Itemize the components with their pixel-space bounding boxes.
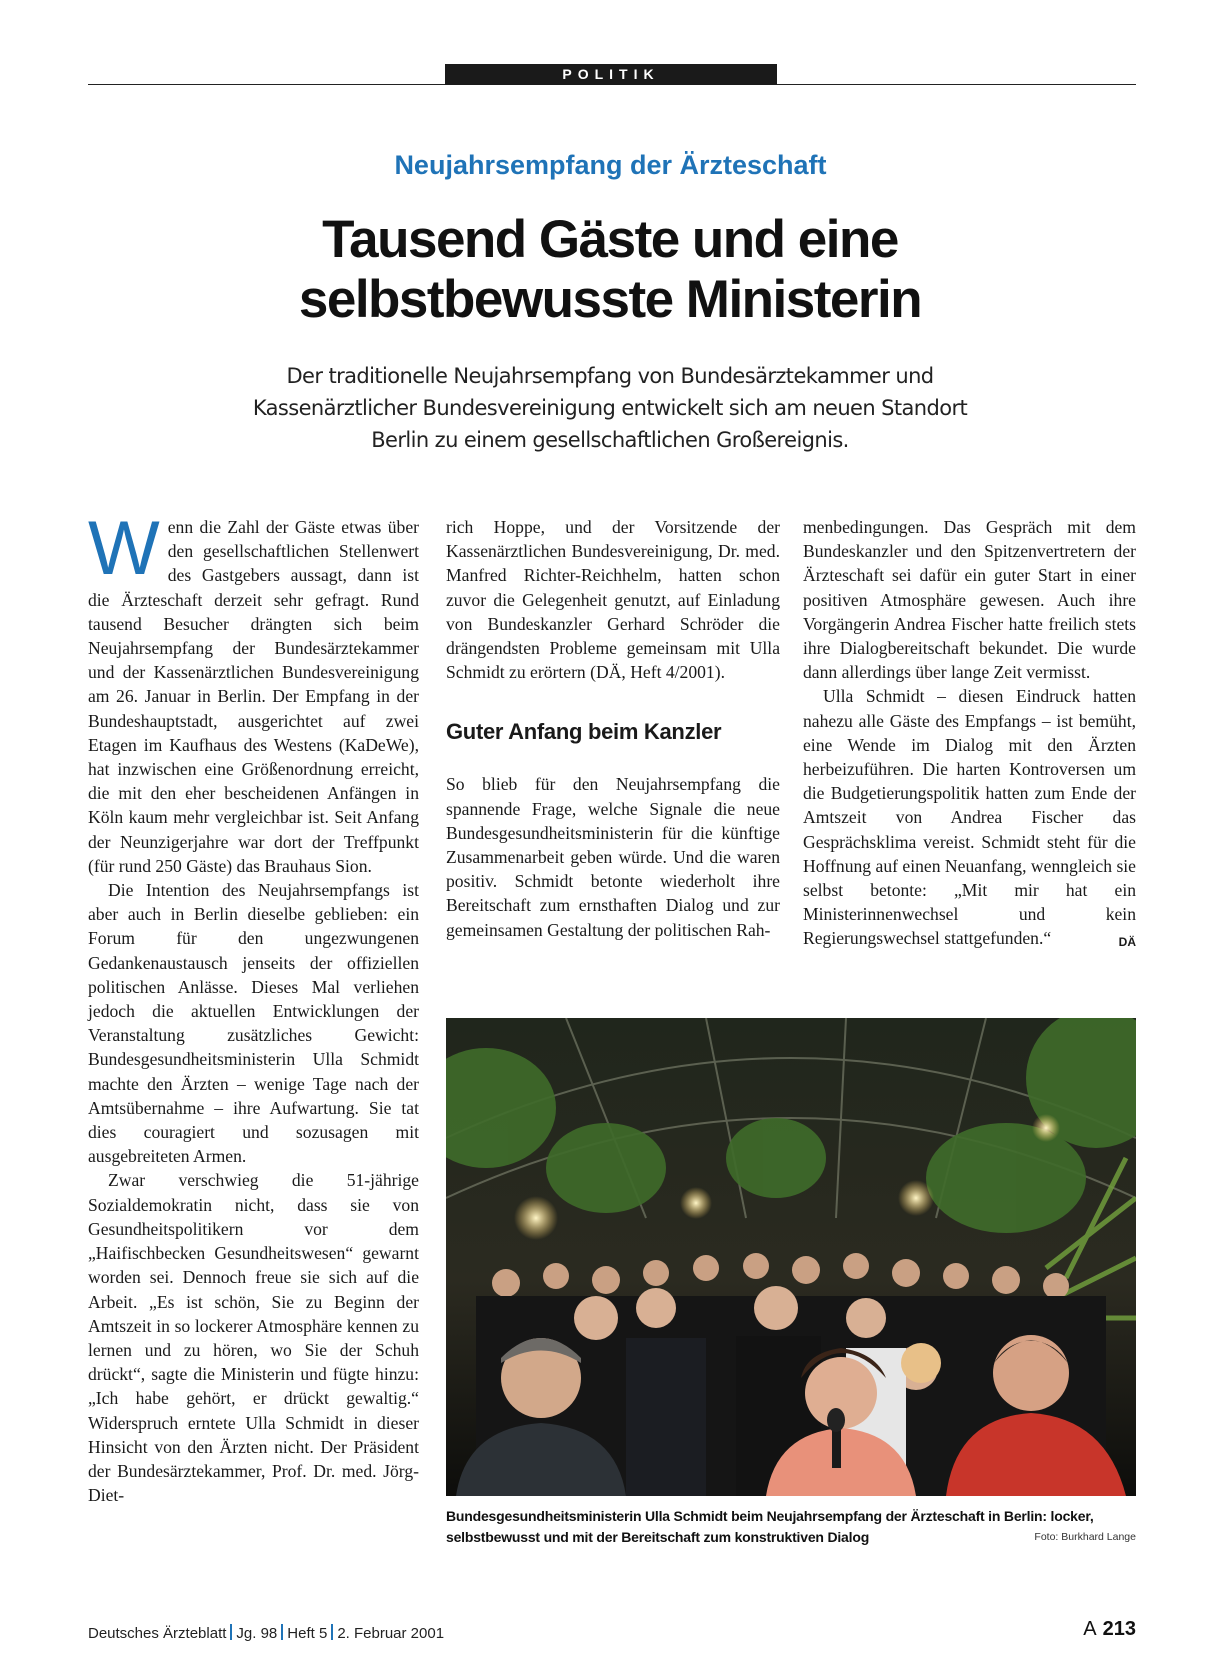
- article-column-2: [446, 515, 780, 942]
- page-number-value: 213: [1102, 1618, 1136, 1640]
- paragraph-2: Die Intention des Neujahrsempfangs ist aber auch in Berlin dieselbe geblieben: ein Forum für den ungezwungenen Gedankenaustausch jenseits der offiziellen politischen Anlässe. Dieses Mal verliehen jedoch die aktuellen Entwicklungen der Veranstaltung zusätzliches Gewicht: Bundesgesundheitsministerin Ulla Schmidt machte den Ärzten – wenige Tage nach der Amtsübernahme – ihre Aufwartung. Sie tat dies couragiert und sozusagen mit ausgebreiteten Armen.: [88, 880, 419, 1167]
- footer-separator: [331, 1624, 333, 1640]
- photo-illustration: [446, 1018, 1136, 1496]
- paragraph-1-text: enn die Zahl der Gäste etwas über den gesellschaftlichen Stellenwert des Gastgebers aussagt, dann ist die Ärzteschaft derzeit sehr gefragt. Rund tausend Besucher drängten sich beim Neujahrsempfang der Bundesärztekammer und der Kassenärztlichen Bundesvereinigung am 26. Januar in Berlin. Der Empfang in der Bundeshauptstadt, ausgerichtet auf zwei Etagen im Kaufhaus des Westens (KaDeWe), hat inzwischen eine Größenordnung erreicht, die mit den eher bescheidenen Anfängen in Köln kaum mehr vergleichbar ist. Seit Anfang der Neunzigerjahre war dort der Treffpunkt (für rund 250 Gäste) das Brauhaus Sion.: [88, 517, 419, 876]
- paragraph-7: [803, 684, 1136, 950]
- paragraph-4: rich Hoppe, und der Vorsitzende der Kassenärztlichen Bundesvereinigung, Dr. med. Manfred Richter-Reichhelm, hatten schon zuvor die Gelegenheit genutzt, auf Einladung von Bundeskanzler Gerhard Schröder die drängendsten Probleme gemeinsam mit Ulla Schmidt zu erörtern (DÄ, Heft 4/2001).: [446, 517, 780, 683]
- kicker: Neujahrsempfang der Ärzteschaft: [394, 150, 827, 180]
- headline-line-1: Tausend Gäste und eine: [322, 210, 898, 269]
- dropcap: W: [88, 506, 160, 591]
- headline: [160, 210, 1060, 330]
- paragraph-3: Zwar verschwieg die 51-jährige Sozialdemokratin nicht, dass sie von Gesundheitspolitikern vor dem „Haifischbecken Gesundheitswesen“ gewarnt worden sei. Dennoch freue sie sich auf die Arbeit. „Es ist schön, Sie zu Beginn der Amtszeit in so lockerer Atmosphäre kennen zu lernen und zu hören, wo Sie der Schuh drückt“, sagte die Ministerin und fügte hinzu: „Ich habe gehört, er drückt gewaltig.“ Widerspruch erntete Ulla Schmidt in dieser Hinsicht von den Ärzten nicht. Der Präsident der Bundesärztekammer, Prof. Dr. med. Jörg-Diet-: [88, 1170, 419, 1506]
- paragraph-1: [88, 506, 419, 878]
- section-label: POLITIK: [445, 64, 777, 85]
- headline-line-2: selbstbewusste Ministerin: [298, 270, 922, 329]
- page-number: [1083, 1618, 1136, 1641]
- subheading: Guter Anfang beim Kanzler: [446, 719, 722, 745]
- author-signature: DÄ: [1118, 935, 1136, 950]
- dek: Der traditionelle Neujahrsempfang von Bundesärztekammer und Kassenärztlicher Bundesvereinigung entwickelt sich am neuen Standort Berlin zu einem gesellschaftlichen Großereignis.: [252, 364, 968, 452]
- issue: Heft 5: [287, 1625, 328, 1642]
- publication-name: Deutsches Ärzteblatt: [88, 1625, 227, 1642]
- photo-credit: Foto: Burkhard Lange: [1034, 1531, 1136, 1543]
- footer: [88, 1624, 444, 1642]
- article-column-1: [88, 506, 419, 1507]
- event-photo: [446, 1018, 1136, 1496]
- article-column-3: [803, 515, 1136, 955]
- paragraph-5: So blieb für den Neujahrsempfang die spannende Frage, welche Signale die neue Bundesgesundheitsministerin für die künftige Zusammenarbeit geben würde. Und die waren positiv. Schmidt betonte wiederholt ihre Bereitschaft zum ernsthaften Dialog und zur gemeinsamen Gestaltung der politischen Rah-: [446, 774, 780, 940]
- footer-separator: [230, 1624, 232, 1640]
- volume: Jg. 98: [236, 1625, 278, 1642]
- paragraph-7-text: Ulla Schmidt – diesen Eindruck hatten nahezu alle Gäste des Empfangs – ist bemüht, eine Wende im Dialog mit den Ärzten herbeizuführen. Die harten Kontroversen um die Budgetierungspolitik hatten zum Ende der Amtszeit von Andrea Fischer das Gesprächsklima vereist. Schmidt steht für die Hoffnung auf einen Neuanfang, wenngleich sie selbst betonte: „Mit mir hat ein Ministerinnenwechsel und kein Regierungswechsel stattgefunden.“: [803, 686, 1136, 949]
- footer-separator: [281, 1624, 283, 1640]
- paragraph-6: menbedingungen. Das Gespräch mit dem Bundeskanzler und den Spitzenvertretern der Ärzteschaft sei dafür ein guter Start in einer positiven Atmosphäre gewesen. Auch ihre Vorgängerin Andrea Fischer hatte freilich stets ihre Dialogbereitschaft bekundet. Die wurde dann allerdings über lange Zeit vermisst.: [803, 517, 1136, 683]
- photo-caption: Bundesgesundheitsministerin Ulla Schmidt beim Neujahrsempfang der Ärzteschaft in Berlin: locker, selbstbewusst und mit der Bereitschaft zum konstruktiven Dialog: [446, 1508, 1094, 1545]
- issue-date: 2. Februar 2001: [337, 1625, 445, 1642]
- page-prefix: A: [1083, 1618, 1097, 1640]
